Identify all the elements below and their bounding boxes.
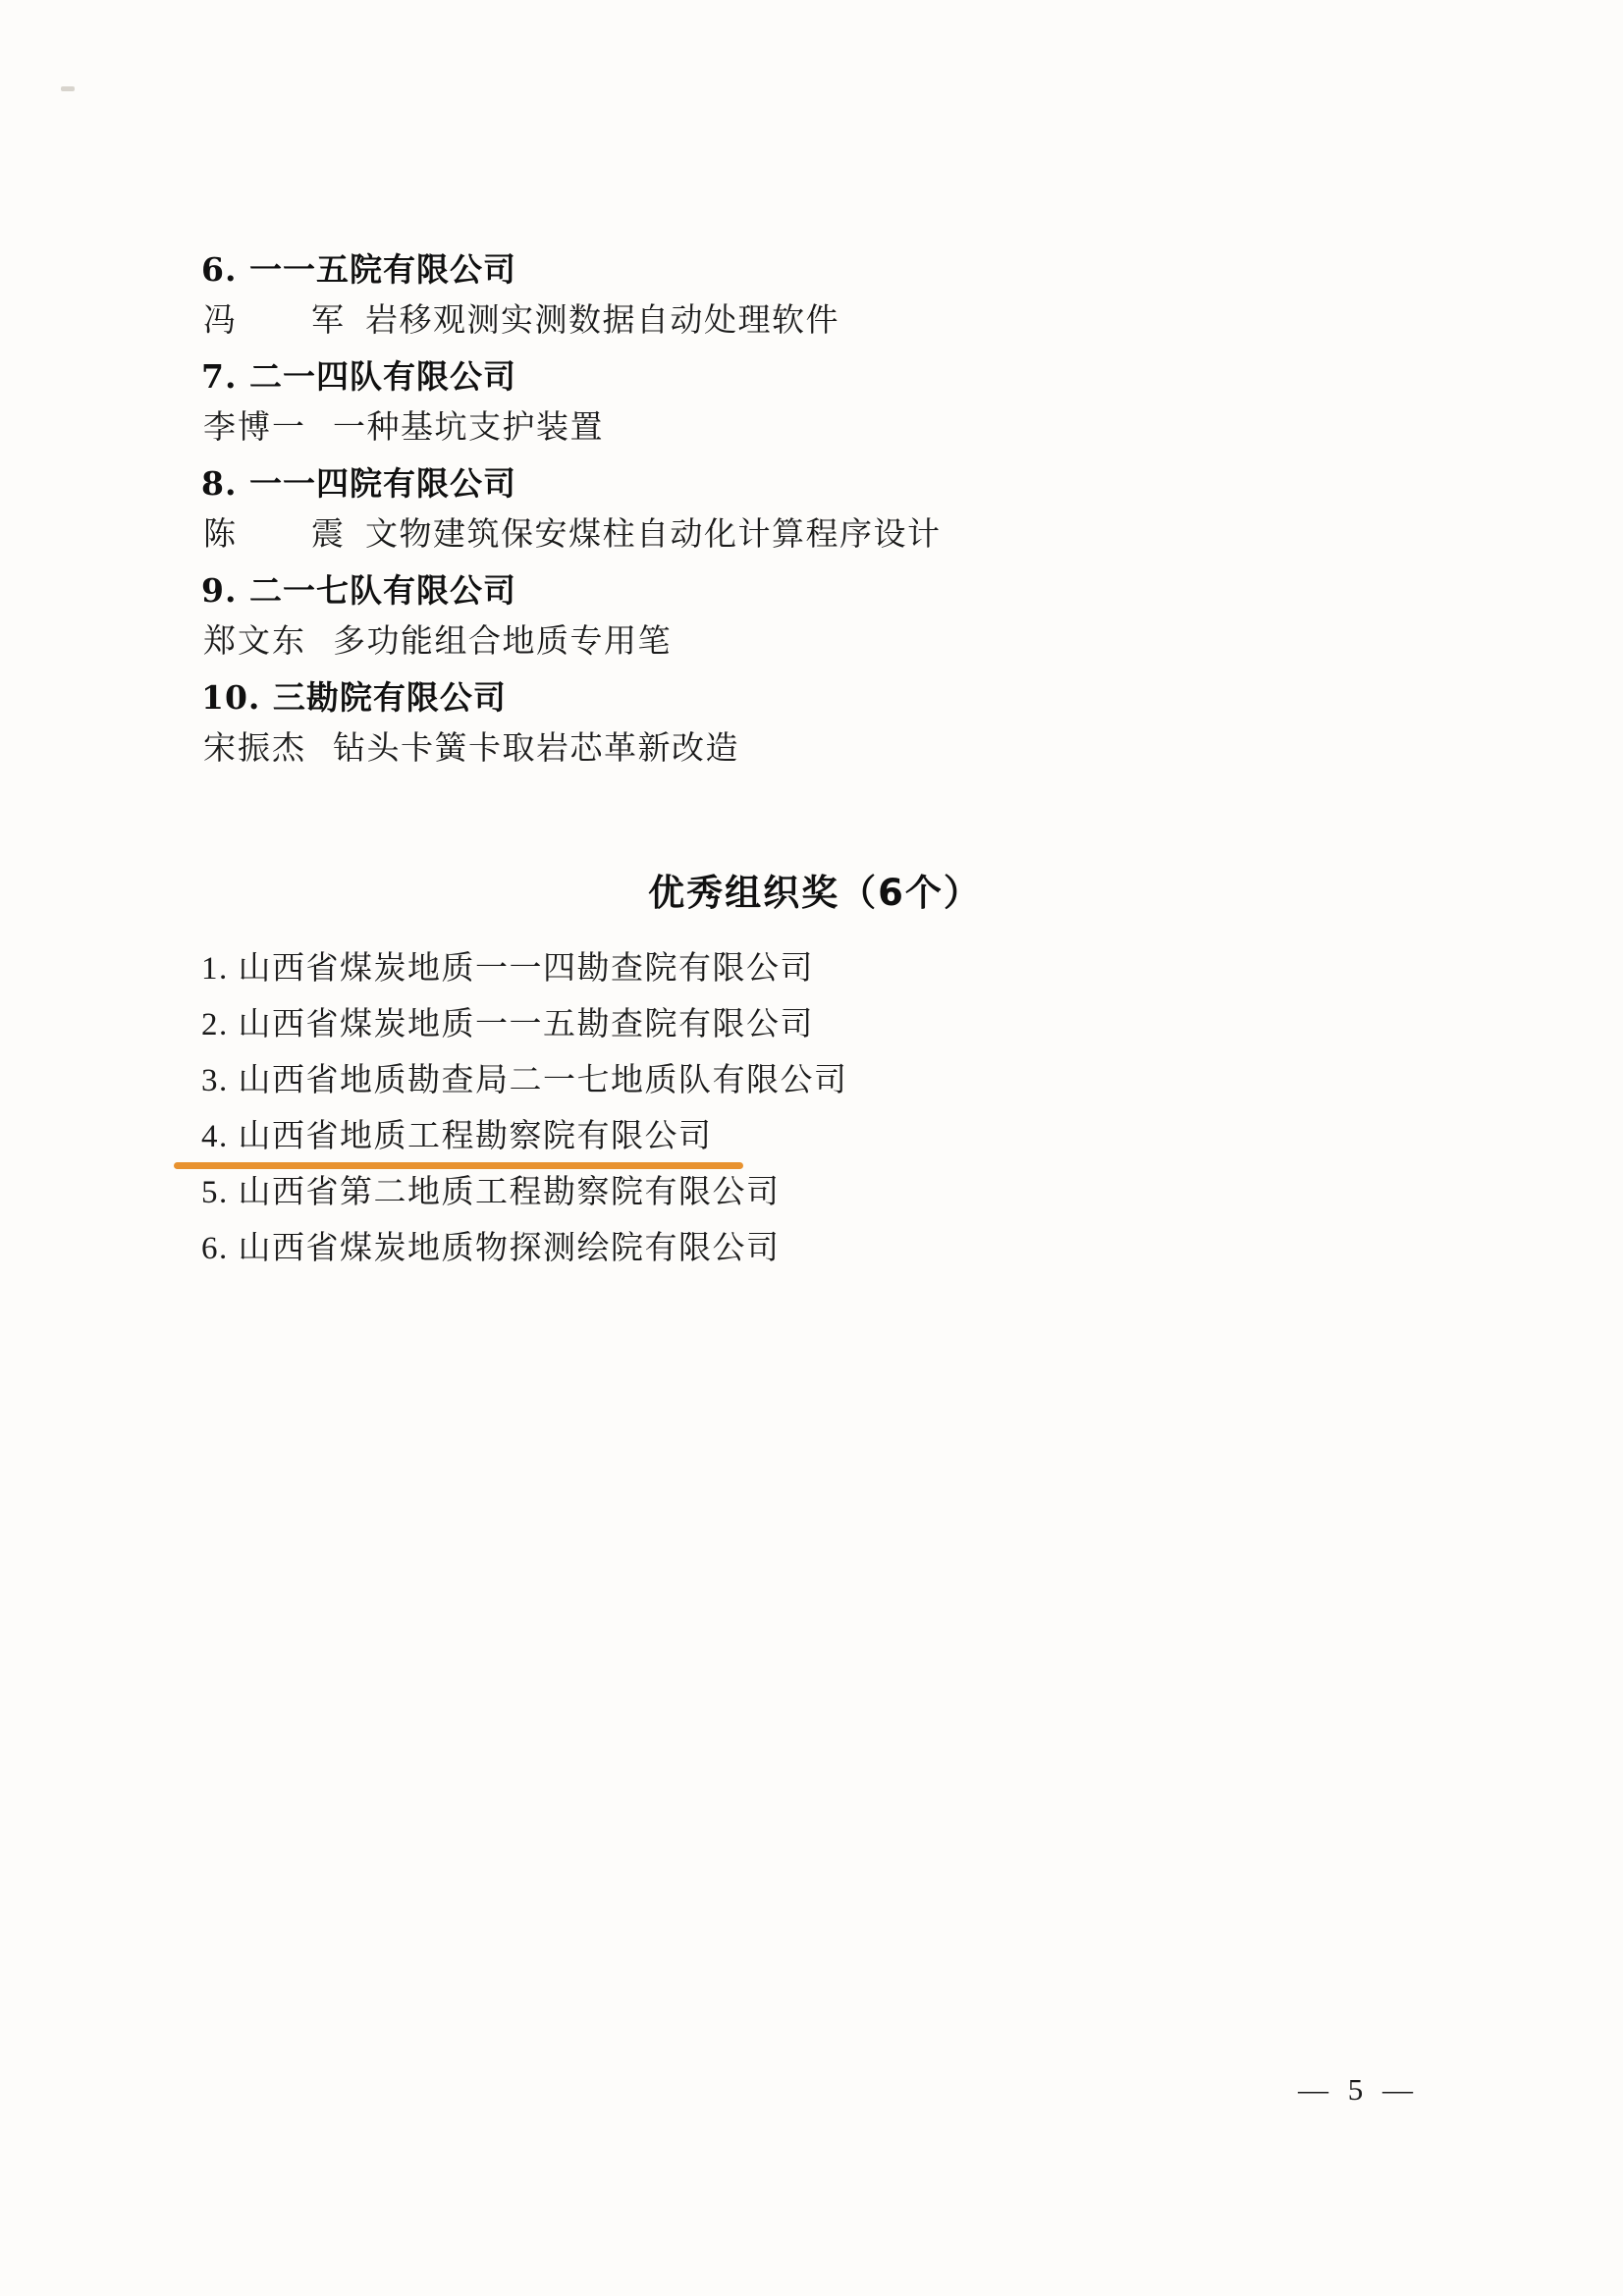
award-org-name: 6. 一一五院有限公司 bbox=[201, 250, 516, 289]
award-org-name: 7. 二一四队有限公司 bbox=[201, 356, 516, 396]
section-heading: 优秀组织奖（6个） bbox=[648, 871, 982, 914]
award-project-title: 一种基坑支护装置 bbox=[333, 410, 604, 447]
award-project-title: 钻头卡簧卡取岩芯革新改造 bbox=[333, 731, 739, 768]
award-person-line bbox=[201, 616, 1429, 668]
award-entry bbox=[201, 457, 1429, 562]
page-number: — 5 — bbox=[1298, 2072, 1419, 2107]
award-org-name: 9. 二一七队有限公司 bbox=[201, 570, 516, 610]
award-org-name: 10. 三勘院有限公司 bbox=[201, 677, 507, 717]
list-item: 5. 山西省第二地质工程勘察院有限公司 bbox=[201, 1174, 781, 1210]
award-project-title: 岩移观测实测数据自动处理软件 bbox=[365, 303, 839, 340]
award-person-name: 郑文东 bbox=[203, 624, 306, 661]
award-person-name: 冯 军 bbox=[203, 303, 365, 340]
list-item: 3. 山西省地质勘查局二一七地质队有限公司 bbox=[201, 1062, 848, 1098]
list-item-label: 4. 山西省地质工程勘察院有限公司 bbox=[201, 1118, 713, 1154]
award-person-name: 李博一 bbox=[203, 410, 306, 447]
award-person-line bbox=[201, 402, 1429, 454]
document-content bbox=[201, 243, 1429, 1277]
award-person-line bbox=[201, 509, 1429, 561]
award-person-line bbox=[201, 723, 1429, 775]
award-entry bbox=[201, 350, 1429, 455]
list-item: 2. 山西省煤炭地质一一五勘查院有限公司 bbox=[201, 1006, 814, 1042]
scan-edge-mark bbox=[61, 86, 75, 91]
award-entry bbox=[201, 243, 1429, 348]
award-project-title: 文物建筑保安煤柱自动化计算程序设计 bbox=[365, 517, 942, 554]
award-entry bbox=[201, 671, 1429, 776]
award-person-name: 宋振杰 bbox=[203, 731, 306, 768]
award-person-name: 陈 震 bbox=[203, 517, 365, 554]
award-person-line bbox=[201, 295, 1429, 347]
award-org-name: 8. 一一四院有限公司 bbox=[201, 463, 516, 503]
award-project-title: 多功能组合地质专用笔 bbox=[333, 624, 672, 661]
list-item-highlighted bbox=[201, 1109, 1429, 1165]
list-item: 6. 山西省煤炭地质物探测绘院有限公司 bbox=[201, 1230, 781, 1266]
award-entry bbox=[201, 564, 1429, 669]
list-item: 1. 山西省煤炭地质一一四勘查院有限公司 bbox=[201, 950, 814, 987]
